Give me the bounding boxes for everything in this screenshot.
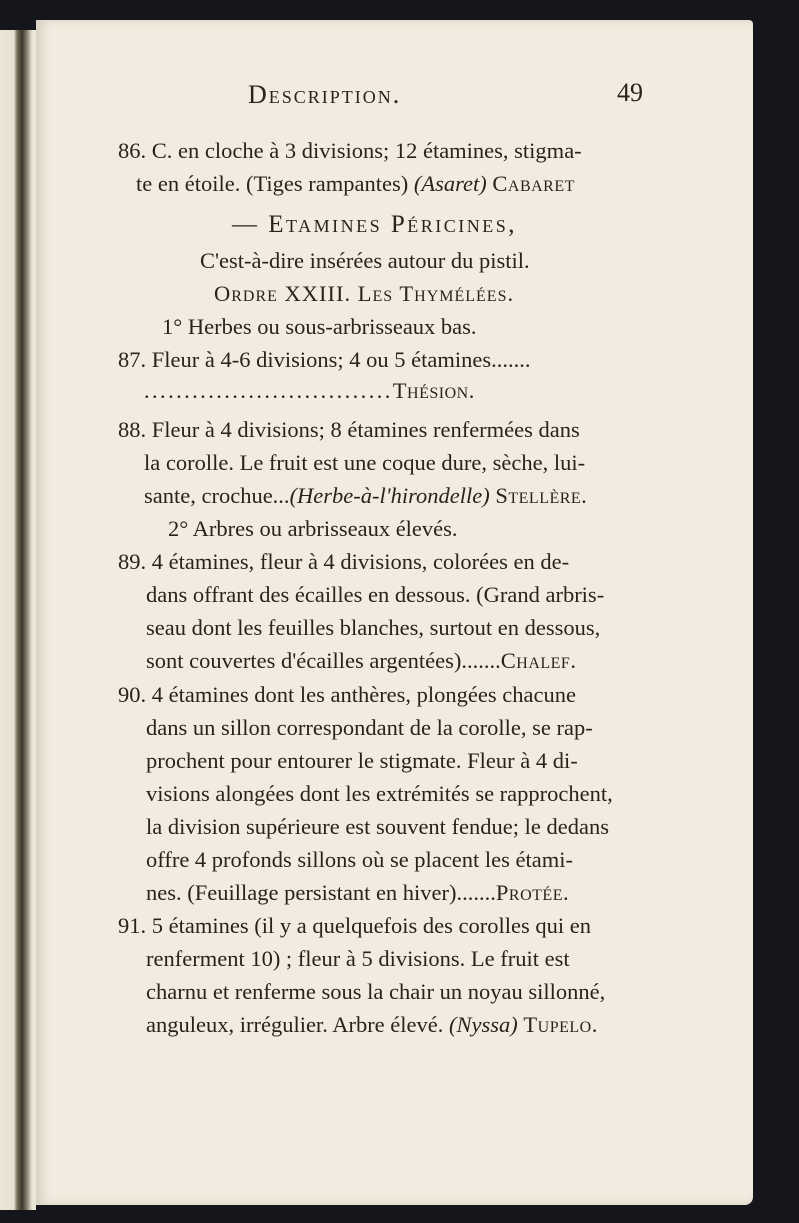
entry-90-line-5: la division supérieure est souvent fendue; le dedans [146, 814, 609, 839]
genus-name: Protée. [495, 880, 570, 905]
genus-name: Stellère. [495, 483, 588, 508]
section-subheading: C'est-à-dire insérées autour du pistil. [200, 248, 530, 273]
entry-91-line-1: 91. 5 étamines (il y a quelquefois des corolles qui en [118, 913, 592, 938]
entry-86-line-1: 86. C. en cloche à 3 divisions; 12 étamines, stigma- [118, 138, 582, 163]
text: anguleux, irrégulier. Arbre élevé. [146, 1012, 444, 1037]
entry-90-line-4: visions alongées dont les extrémités se rapprochent, [146, 781, 613, 806]
entry-89-line-4 [146, 650, 576, 673]
text: nes. (Feuillage persistant en hiver)....... [146, 880, 496, 905]
entry-91-line-2: renferment 10) ; fleur à 5 divisions. Le fruit est [146, 946, 570, 971]
entry-88-line-3 [144, 485, 587, 508]
group-heading-2: 2° Arbres ou arbrisseaux élevés. [168, 516, 458, 541]
entry-90-line-2: dans un sillon correspondant de la corolle, se rap- [146, 715, 593, 740]
leader-dots: ............................... [144, 378, 393, 403]
genus-name: Chalef. [500, 648, 577, 673]
entry-90-line-6: offre 4 profonds sillons où se placent les étami- [146, 847, 573, 872]
genus-name: Tupelo. [523, 1012, 598, 1037]
latin-name: (Nyssa) [449, 1012, 518, 1037]
text: te en étoile. (Tiges rampantes) [136, 171, 409, 196]
text: sont couvertes d'écailles argentées)....... [146, 648, 501, 673]
order-heading: Ordre XXIII. Les Thymélées. [214, 281, 515, 306]
entry-86-line-2 [136, 173, 575, 196]
running-header: Description. [248, 80, 402, 109]
entry-91-line-3: charnu et renferme sous la chair un noyau sillonné, [146, 979, 606, 1004]
entry-88-line-2: la corolle. Le fruit est une coque dure, sèche, lui- [144, 450, 586, 475]
entry-87-line-2 [144, 380, 475, 403]
group-heading-1: 1° Herbes ou sous-arbrisseaux bas. [162, 314, 477, 339]
page-number: 49 [617, 78, 643, 107]
entry-89-line-1: 89. 4 étamines, fleur à 4 divisions, colorées en de- [118, 549, 570, 574]
entry-87-line-1: 87. Fleur à 4-6 divisions; 4 ou 5 étamines....... [118, 347, 531, 372]
entry-90-line-3: prochent pour entourer le stigmate. Fleur à 4 di- [146, 748, 578, 773]
book-spine [0, 30, 36, 1210]
genus-name: Thésion. [392, 378, 475, 403]
entry-88-line-1: 88. Fleur à 4 divisions; 8 étamines renfermées dans [118, 417, 580, 442]
common-name: (Herbe-à-l'hirondelle) [289, 483, 490, 508]
text: sante, crochue... [144, 483, 290, 508]
entry-90-line-1: 90. 4 étamines dont les anthères, plongées chacune [118, 682, 576, 707]
genus-name: Cabaret [492, 171, 575, 196]
latin-name: (Asaret) [413, 171, 487, 196]
section-heading: — Etamines Péricines, [232, 211, 517, 238]
entry-91-line-4 [146, 1014, 598, 1037]
entry-90-line-7 [146, 882, 569, 905]
entry-89-line-3: seau dont les feuilles blanches, surtout en dessous, [146, 615, 601, 640]
entry-89-line-2: dans offrant des écailles en dessous. (Grand arbris- [146, 582, 605, 607]
